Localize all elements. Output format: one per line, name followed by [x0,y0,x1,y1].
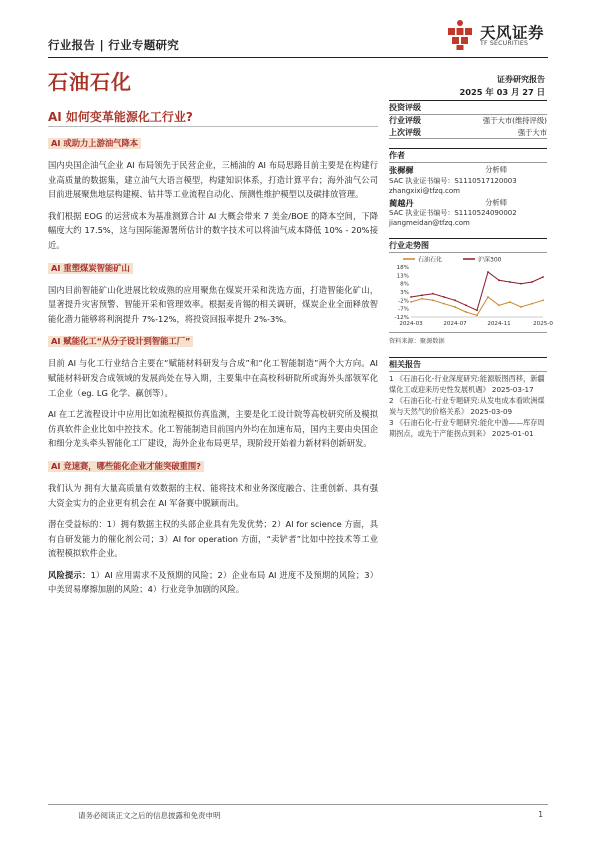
paragraph: 目前 AI 与化工行业结合主要在“赋能材料研发与合成”和“化工智能制造”两个大方向。AI 赋能材料研发合成领域的发展尚处在导入期，主要集中在高校科研院所或海外头部领军化工企业（eg. LG 化学、赢创等）。 [48,358,378,398]
section-heading: AI 赋能化工“从分子设计到智能工厂” [48,336,378,347]
x-tick-label: 2024-03 [399,321,423,327]
report-title: AI 如何变革能源化工行业? [48,110,193,124]
related-report-link[interactable]: 3 《石油石化-行业专题研究:能化中游——库存周期拐点，或先于产能拐点到来》 2025-01-01 [389,418,545,438]
y-tick-label: -2% [398,298,409,305]
section-heading: AI 或助力上游油气降本 [48,138,378,149]
data-point [520,283,522,285]
y-tick-label: 18% [396,265,409,271]
data-point [421,294,423,296]
data-point [509,281,511,283]
y-tick-label: -7% [398,306,409,313]
y-tick-label: 13% [396,273,409,280]
data-point [487,296,489,298]
section-heading: AI 重塑煤炭智能矿山 [48,263,378,274]
risk-label: 风险提示： [48,569,91,580]
report-date: 2025 年 03 月 27 日 [459,87,545,97]
related-report-link[interactable]: 2 《石油石化-行业专题研究:从发电成本看欧洲煤炭与天然气的价格关系》 2025-03-09 [389,396,545,416]
data-point [432,293,434,295]
data-point [498,279,500,281]
series-line [411,272,543,310]
chart-source: 资料来源：聚源数据 [389,332,547,345]
main-content [48,138,378,604]
author-name: 蔺越丹 [389,197,414,208]
footer-rule [48,804,548,805]
rating-row: 行业评级 强于大市(维持评级) [389,116,547,125]
data-point [421,298,423,300]
data-point [465,311,467,313]
data-point [476,309,478,311]
report-tags: 行业报告 | 行业专题研究 [48,38,180,52]
data-point [520,306,522,308]
logo-mark-icon [444,18,476,50]
sidebar [389,100,553,441]
data-point [465,304,467,306]
x-tick-label: 2024-11 [487,321,511,327]
data-point [531,281,533,283]
paragraph: 我们根据 EOG 的运营成本为基准测算合计 AI 大概会带来 7 美金/BOE 的降本空间，下降幅度大约 17.5%，这与国际能源署所估计的数字技术可以将油气成本降低 10% - 20%接近。 [48,210,378,250]
paragraph: 国内目前智能矿山化进展比较成熟的应用聚焦在煤炭开采和洗选方面，打造智能化矿山，显著提升灾害预警、智能开采和管理效率。根据麦肯锡的相关调研，煤炭企业全面释放智能化潜力能够将利润提升 7%-12%，将投资回报率提升 2%-3%。 [48,284,378,324]
legend-label: 沪深300 [478,256,502,264]
section-heading: AI 竞速赛，哪些能化企业才能突破重围? [48,461,378,472]
data-point [487,271,489,273]
author-card [389,165,547,196]
paragraph: AI 在工艺流程设计中应用比如流程模拟仿真监测，主要是化工设计院等高校研究所及模拟仿真软件企业比如中控技术。化工智能制造目前国内外均在加速布局，国内主要由央国企和细分龙头牵头智能化工厂建设，海外企业布局更早，现阶段开始着力新材料创新研发。 [48,409,378,449]
risk-paragraph [48,568,378,597]
author-name: 张樨樨 [389,165,414,175]
sector-title: 石油石化 [48,70,132,94]
prev-rating-row: 上次评级 强于大市 [389,127,547,140]
rating-header: 投资评级 [389,100,547,115]
author-card [389,198,547,229]
brand-name-en: TF SECURITIES [480,40,529,47]
data-point [443,303,445,305]
authors-header: 作者 [389,148,547,163]
data-point [410,296,412,298]
footer-disclaimer: 请务必阅读正文之后的信息披露和免责申明 [78,811,221,820]
y-tick-label: 8% [400,281,409,288]
report-type: 证券研究报告 [497,75,545,84]
paragraph: 潜在受益标的：1）拥有数据主权的头部企业具有先发优势；2）AI for science 方面，具有自研发能力的催化剂公司；3）AI for operation 方面，“卖铲者”比如中控技术等工业流程模拟软件企业。 [48,519,378,559]
legend-label: 石油石化 [418,256,443,264]
risk-text: 1）AI 应用需求不及预期的风险；2）企业布局 AI 进度不及预期的风险；3）中美贸易摩擦加剧的风险；4）行业竞争加剧的风险。 [48,569,378,595]
y-tick-label: 3% [400,290,409,296]
data-point [454,299,456,301]
author-cert: SAC 执业证书编号：S1110517120003 [389,176,517,185]
author-email[interactable]: jiangmeidan@tfzq.com [389,219,470,227]
data-point [454,306,456,308]
author-email[interactable]: zhangxixi@tfzq.com [389,186,460,195]
trend-header: 行业走势图 [389,238,547,253]
related-header: 相关报告 [389,357,547,372]
data-point [410,301,412,303]
related-report-link[interactable]: 1 《石油石化-行业深度研究:能源版图西移，新疆煤化工或迎来历史性发展机遇》 2025-03-17 [389,374,545,394]
x-tick-label: 2025-0 [533,321,553,327]
data-point [509,301,511,303]
author-role: 分析师 [485,165,507,174]
brand-name: 天风证券 [480,24,545,42]
data-point [443,296,445,298]
data-point [542,299,544,301]
header-rule [48,57,548,58]
paragraph: 国内央国企油气企业 AI 布局领先于民营企业，三桶油的 AI 布局思路目前主要是在构建行业高质量的数据集，建立油气大语言模型，构建知识体系，打造计算平台；海外油气公司目前进展聚焦地层构建模、钻井等工业流程自动化、预测性维护模型以及碳排放管理。 [48,160,378,200]
trend-chart [389,253,553,328]
y-tick-label: -12% [394,315,409,321]
x-tick-label: 2024-07 [443,321,467,327]
data-point [498,304,500,306]
data-point [542,276,544,278]
title-rule [48,126,378,127]
data-point [432,299,434,301]
paragraph: 我们认为 拥有大量高质量有效数据的主权、能将技术和业务深度融合、注重创新、具有强大资金实力的企业更有机会在 AI 军备赛中脱颖而出。 [48,482,378,508]
author-cert: SAC 执业证书编号：S1110524090002 [389,209,517,217]
page-number: 1 [538,810,543,819]
series-line [411,297,543,315]
trend-chart-svg [389,253,553,333]
author-role: 分析师 [485,197,507,207]
data-point [531,303,533,305]
data-point [476,314,478,316]
